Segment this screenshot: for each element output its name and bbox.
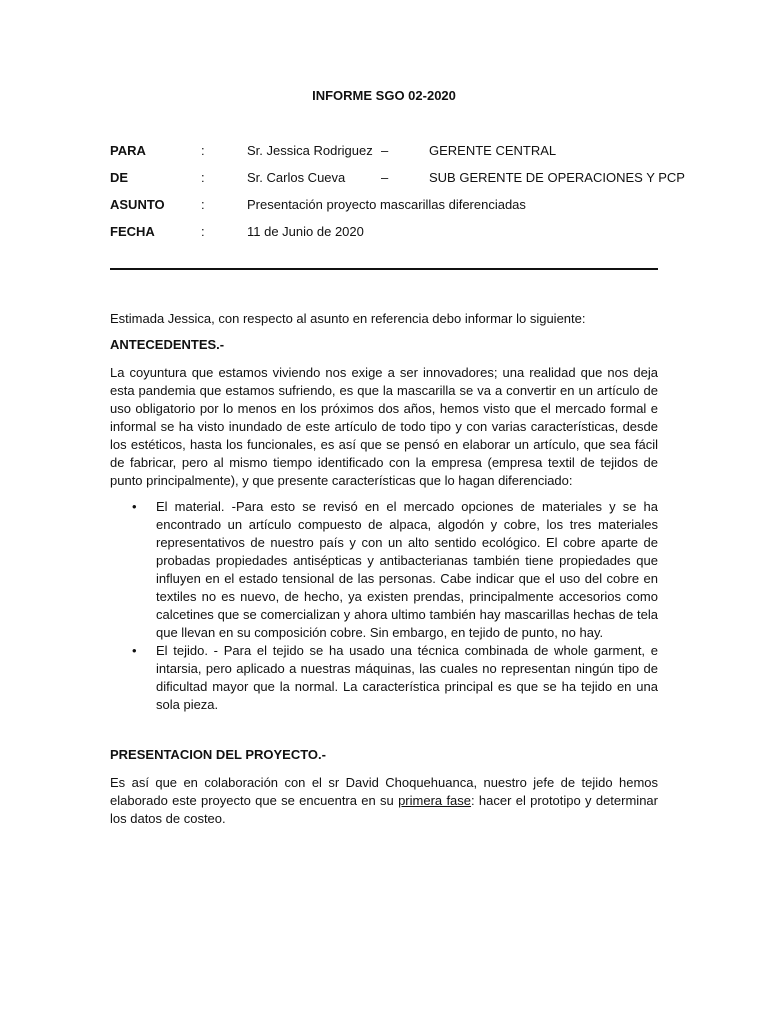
presentacion-section (110, 774, 658, 828)
report-title: INFORME SGO 02-2020 (312, 88, 456, 103)
de-dash: – (381, 170, 389, 185)
header-row-de (110, 169, 685, 196)
memo-header (110, 142, 685, 250)
fecha-colon: : (201, 224, 205, 239)
list-item (110, 642, 658, 714)
para-name: Sr. Jessica Rodriguez (247, 143, 373, 158)
antecedentes-list (110, 498, 658, 714)
presentacion-paragraph (110, 774, 658, 828)
asunto-label: ASUNTO (110, 197, 165, 212)
list-item (110, 498, 658, 642)
list-item-text: El tejido. - Para el tejido se ha usado una técnica combinada de whole garment, e intarsia, pero aplicado a nuestras máquinas, las cuales no representan ningún tipo de dificultad mayor que la normal. La característica principal es que se ha tejido en una sola pieza. (156, 643, 658, 712)
antecedentes-heading-block (110, 336, 658, 354)
de-label: DE (110, 170, 129, 185)
bullet-icon: • (132, 643, 137, 658)
presentacion-text-before: Es así que en colaboración con el sr David Choquehuanca, nuestro jefe de tejido hemos elaborado este proyecto que se encuentra en su (110, 775, 658, 808)
header-divider (110, 268, 658, 270)
presentacion-heading: PRESENTACION DEL PROYECTO.- (110, 747, 326, 762)
header-row-fecha (110, 223, 670, 250)
antecedentes-section (110, 364, 658, 714)
para-colon: : (201, 143, 205, 158)
list-item-text: El material. -Para esto se revisó en el mercado opciones de materiales y se ha encontrado un artículo compuesto de alpaca, algodón y cobre, los tres materiales representativos de nuestro país y con un alto sentido ecológico. El cobre aparte de probadas propiedades antisépticas y antibacterianas también tiene propiedades que influyen en el estado tensional de las personas. Cabe indicar que el uso del cobre en textiles no es nuevo, de hecho, ya existen prendas, principalmente accesorios como calcetines que se comercializan y ahora ultimo también hay mascarillas hechas de tela que llevan en su composición cobre. Sin embargo, en tejido de punto, no hay. (156, 499, 658, 640)
de-colon: : (201, 170, 205, 185)
asunto-value: Presentación proyecto mascarillas diferenciadas (247, 197, 526, 212)
antecedentes-heading: ANTECEDENTES.- (110, 337, 225, 352)
de-name: Sr. Carlos Cueva (247, 170, 346, 185)
antecedentes-paragraph: La coyuntura que estamos viviendo nos exige a ser innovadores; una realidad que nos deja esta pandemia que estamos sufriendo, es que la mascarilla se va a convertir en un artículo de uso obligatorio por lo menos en los próximos dos años, hemos visto que el mercado formal e informal se ha visto inundado de este artículo de todo tipo y con varias características, desde los estéticos, hasta los funcionales, es así que se pensó en elaborar un artículo, que sea fácil de fabricar, pero al mismo tiempo identificado con la empresa (empresa textil de tejidos de punto principalmente), y que presente características que lo hagan diferenciado: (110, 365, 658, 488)
de-role: SUB GERENTE DE OPERACIONES Y PCP (429, 170, 685, 185)
para-role: GERENTE CENTRAL (429, 143, 557, 158)
para-dash: – (381, 143, 389, 158)
fecha-value: 11 de Junio de 2020 (247, 224, 364, 239)
primera-fase-text: primera fase (398, 793, 472, 808)
presentacion-heading-block (110, 746, 658, 764)
bullet-icon: • (132, 499, 137, 514)
header-row-para (110, 142, 670, 169)
asunto-colon: : (201, 197, 205, 212)
header-row-asunto (110, 196, 670, 223)
fecha-label: FECHA (110, 224, 155, 239)
greeting: Estimada Jessica, con respecto al asunto en referencia debo informar lo siguiente: (110, 311, 586, 326)
greeting-block (110, 310, 658, 328)
para-label: PARA (110, 143, 146, 158)
presentacion-text-after: : hacer el prototipo y determinar los datos de costeo. (110, 793, 658, 826)
